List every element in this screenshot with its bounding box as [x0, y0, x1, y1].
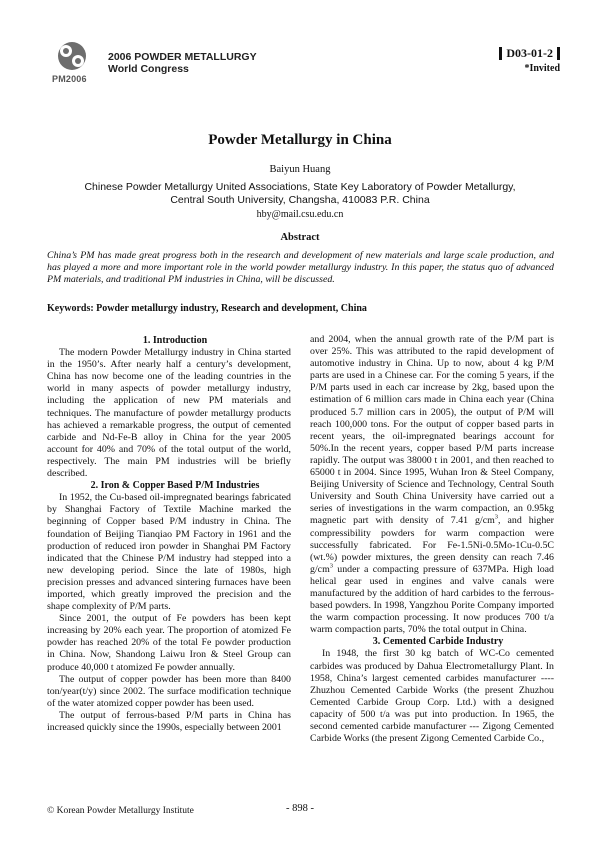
invited-label: *Invited	[524, 63, 560, 74]
abstract-heading: Abstract	[280, 232, 320, 243]
pm2006-logo	[52, 40, 104, 88]
text-run: under a compacting pressure of 637MPa. High load helical gear used in engines and valve canals were manufactured by the addition of hard carbides to the ferrous-based powders. In 1998, Yangzhou Porite Company imported the warm compaction processing. It now produces 700 t/a warm compaction parts, 70% the total output in China.	[310, 563, 554, 636]
paragraph: The modern Powder Metallurgy industry in China started in the 1950’s. After nearly half a century’s development, China has now become one of the leading countries in the world in many aspects of powder metallurgy industry, including the application of new PM materials and techniques. The manufacture of powder metallurgy products has achieved a remarkable progress, the output of cemented carbide and Nd-Fe-B alloy in China for the year 2005 account for 40% and 70% of the total output of the world, respectively. The main PM industries will be briefly described.	[47, 347, 291, 480]
left-column	[47, 335, 291, 734]
keywords: Keywords: Powder metallurgy industry, Research and development, China	[47, 303, 367, 314]
paragraph: Since 2001, the output of Fe powders has been kept increasing by 20% each year. The proportion of atomized Fe powder has reached 20% of the total Fe powder production in China. Now, Shandong Laiwu Iron & Steel Group can produce 40,000 t atomized Fe powder annually.	[47, 613, 291, 673]
section-3-heading: 3. Cemented Carbide Industry	[372, 636, 504, 648]
author-email: hby@mail.csu.edu.cn	[256, 209, 344, 220]
logo-text: PM2006	[52, 74, 87, 84]
paragraph: The output of copper powder has been more than 8400 ton/year(t/y) since 2002. The surface modification technique of the water atomized copper powder has been used.	[47, 673, 291, 709]
paragraph: The output of ferrous-based P/M parts in China has increased quickly since the 1990s, especially between 2001	[47, 709, 291, 733]
pm-logo-icon	[52, 40, 92, 74]
superscript: 3	[329, 562, 333, 570]
paper-title: Powder Metallurgy in China	[208, 132, 392, 148]
affiliation-line-2: Central South University, Changsha, 410083 P.R. China	[170, 194, 430, 206]
right-column	[310, 334, 554, 745]
abstract-text: China’s PM has made great progress both in the research and development of new materials and large scale production, and has played a more and more important role in the world powder metallurgy industry. In this paper, the status quo of advanced PM materials, and traditional PM industries in China, will be discussed.	[47, 250, 554, 286]
page-number: - 898 -	[286, 803, 314, 814]
paragraph: In 1952, the Cu-based oil-impregnated bearings fabricated by Shanghai Factory of Textile Machine marked the beginning of Copper based P/M industry in China. The foundation of Beijing Tianqiao PM Factory in 1961 and the production of reduced iron powder in Shanghai PM Factory indicated that the Chinese P/M industry had stepped into a new developing period. Since the late of 1980s, high precision presses and advanced sintering furnaces have been imported, which greatly improved the precision and the shape complexity of P/M parts.	[47, 492, 291, 613]
conference-line-1: 2006 POWDER METALLURGY	[108, 51, 257, 63]
paper-code: D03-01-2	[499, 47, 560, 60]
paragraph	[310, 334, 554, 636]
footer-copyright: © Korean Powder Metallurgy Institute	[47, 806, 194, 816]
affiliation	[60, 181, 540, 207]
superscript: 3	[494, 514, 499, 522]
conference-line-2: World Congress	[108, 63, 189, 75]
conference-name	[108, 51, 257, 75]
text-run: , and higher compressibility powders for warm compaction were successfully fabricated. For Fe-1.5Ni-0.5Mo-1Cu-0.5C (wt.%) powder mixtures, the green density can reach 7.46 g/cm	[310, 515, 554, 575]
author-name: Baiyun Huang	[269, 164, 331, 175]
paragraph: In 1948, the first 30 kg batch of WC-Co cemented carbides was produced by Dahua Electrometallurgy Plant. In 1958, China’s largest cemented carbides manufacturer ---- Zhuzhou Cemented Carbide Works (the present Zhuzhou Cemented Carbide Group Corp. Ltd.) with a designed capacity of 500 t/a was put into production. In 1965, the second cemented carbide manufacturer --- Zigong Cemented Carbide Works (the present Zigong Cemented Carbide Co.,	[310, 648, 554, 745]
section-1-heading: 1. Introduction	[142, 335, 208, 346]
section-2-heading: 2. Iron & Copper Based P/M Industries	[90, 480, 260, 492]
affiliation-line-1: Chinese Powder Metallurgy United Associations, State Key Laboratory of Powder Metallurgy,	[84, 181, 516, 193]
paper-code-box	[499, 44, 560, 74]
text-run: and 2004, when the annual growth rate of the P/M part is over 25%. This was attributed to the rapid development of automotive industry in China. Up to now, about 4 kg P/M parts are used in a Chinese car. For the coming 5 years, if the P/M parts used in each car increase by 2kg, based upon the estimation of 6 million cars made in China each year (China produced 5.7 million cars in 2005), the output of P/M will reach 100,000 tons. For the output of copper based parts in recent years, the oil-impregnated bearings account for 50%.In the recent years, copper based P/M parts increase rapidly. The output was 38000 t in 2001, and then reached to 65000 t in 2004. Since 1995, Wuhan Iron & Steel Company, Beijing University of Science and Technology, Central South University and South China University have carried out a series of investigations in the warm compaction, an 0.95kg magnetic part with density of 7.41 g/cm	[310, 334, 554, 527]
